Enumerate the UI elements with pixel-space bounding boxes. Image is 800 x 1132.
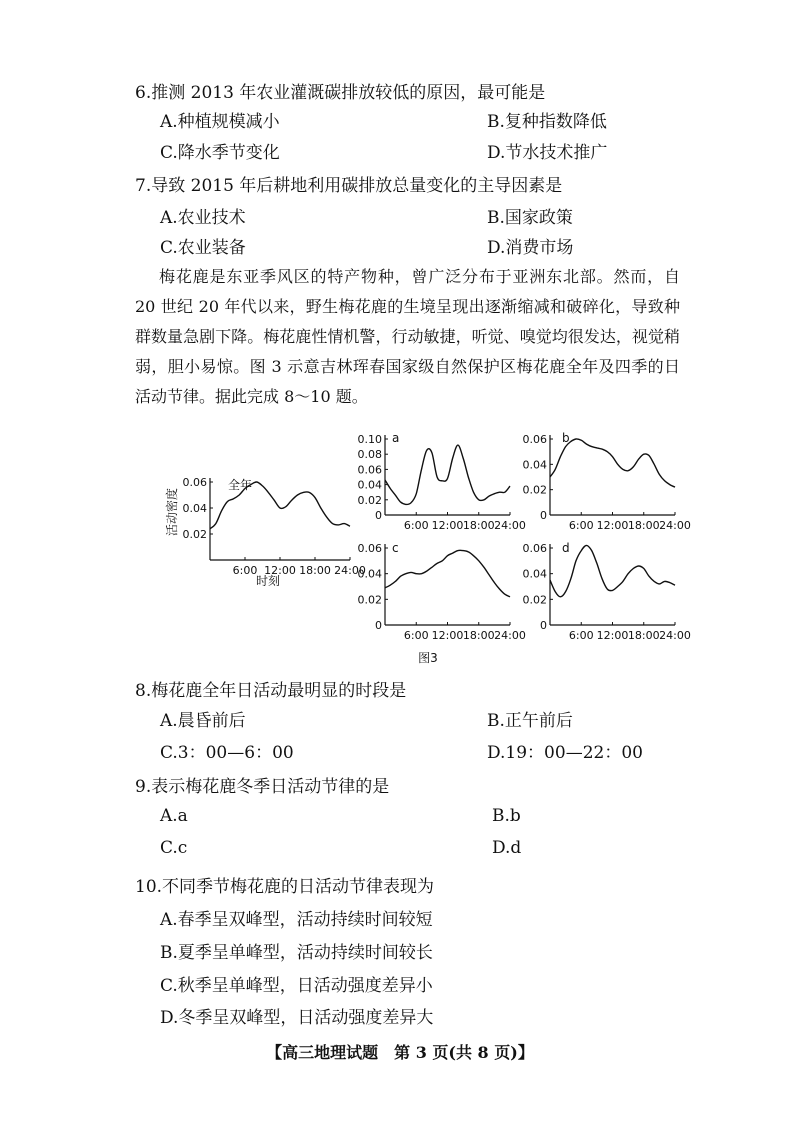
chart-2-y-tick-label: 0.06: [522, 433, 547, 446]
q7-stem: 7.导致 2015 年后耕地利用碳排放总量变化的主导因素是: [135, 176, 563, 196]
q8-stem: 8.梅花鹿全年日活动最明显的时段是: [135, 681, 407, 701]
q8-option-b: B.正午前后: [487, 711, 573, 731]
chart-1-y-tick-label: 0.04: [357, 478, 382, 492]
chart-0-x-label: 时刻: [255, 574, 281, 588]
q7-option-d: D.消费市场: [487, 238, 574, 258]
chart-4-x-tick-label: 6:00: [568, 629, 594, 642]
chart-3-x-tick-label: 12:00: [431, 629, 464, 642]
chart-4-y-tick-label: 0.02: [522, 593, 547, 607]
q9-option-b: B.b: [492, 806, 521, 826]
q6-option-d: D.节水技术推广: [487, 143, 608, 163]
page-footer: 【高三地理试题 第 3 页(共 8 页)】: [266, 1043, 534, 1062]
chart-2-x-tick-label: 6:00: [568, 519, 594, 532]
chart-1-series-line: [385, 445, 510, 504]
q8-option-d: D.19：00—22：00: [487, 743, 643, 763]
chart-1-y-tick-label: 0: [375, 509, 382, 522]
q10-option-a: A.春季呈双峰型，活动持续时间较短: [160, 910, 433, 930]
q10-option-b: B.夏季呈单峰型，活动持续时间较长: [160, 943, 433, 963]
chart-2-x-tick-label: 24:00: [659, 519, 691, 532]
chart-4-title: d: [562, 541, 570, 555]
chart-2-x-tick-label: 12:00: [596, 519, 629, 532]
chart-0-title: 全年: [228, 478, 253, 492]
chart-3-y-tick-label: 0.04: [357, 567, 382, 581]
chart-1-x-tick-label: 24:00: [494, 519, 526, 532]
chart-3-x-tick-label: 18:00: [462, 629, 495, 642]
chart-0-y-tick-label: 0.04: [182, 502, 207, 515]
chart-4-y-tick-label: 0.04: [522, 567, 547, 581]
chart-3-x-tick-label: 6:00: [403, 629, 429, 642]
chart-0-x-tick-label: 6:00: [232, 564, 258, 577]
chart-4-y-tick-label: 0: [540, 619, 547, 632]
figure-caption: 图3: [418, 651, 438, 665]
chart-3-y-tick-label: 0.02: [357, 593, 382, 607]
q7-option-b: B.国家政策: [487, 208, 573, 228]
chart-3-title: c: [392, 541, 399, 555]
q7-option-c: C.农业装备: [160, 238, 246, 258]
chart-0-y-label: 活动密度: [165, 487, 179, 537]
q6-option-b: B.复种指数降低: [487, 112, 607, 132]
q9-option-d: D.d: [492, 838, 522, 858]
q8-option-a: A.晨昏前后: [160, 711, 246, 731]
chart-0-x-tick-label: 24:00: [334, 564, 366, 577]
chart-3-series-line: [385, 550, 510, 596]
chart-1-y-tick-label: 0.08: [357, 448, 382, 462]
chart-1-y-tick-label: 0.02: [357, 493, 382, 507]
q9-stem: 9.表示梅花鹿冬季日活动节律的是: [135, 777, 390, 797]
chart-1-x-tick-label: 6:00: [403, 519, 429, 532]
chart-1-y-tick-label: 0.06: [357, 463, 382, 477]
chart-4-y-tick-label: 0.06: [522, 542, 547, 555]
chart-1-title: a: [392, 431, 400, 445]
q6-option-c: C.降水季节变化: [160, 143, 280, 163]
q6-option-a: A.种植规模减小: [160, 112, 280, 132]
q9-option-a: A.a: [160, 806, 188, 826]
chart-0-y-tick-label: 0.06: [182, 476, 207, 489]
q7-option-a: A.农业技术: [160, 208, 246, 228]
chart-1-x-tick-label: 12:00: [431, 519, 464, 532]
chart-0-x-tick-label: 18:00: [299, 564, 331, 577]
chart-2-title: b: [562, 431, 570, 445]
chart-0-y-tick-label: 0.02: [182, 528, 207, 541]
chart-2-y-tick-label: 0.02: [522, 483, 547, 497]
chart-2-y-tick-label: 0: [540, 509, 547, 522]
chart-3-y-tick-label: 0: [375, 619, 382, 632]
chart-3-y-tick-label: 0.06: [357, 542, 382, 555]
chart-2-series-line: [550, 439, 675, 487]
chart-0-x-tick-label: 12:00: [264, 564, 296, 577]
chart-2-y-tick-label: 0.04: [522, 458, 547, 472]
passage-text: 梅花鹿是东亚季风区的特产物种，曾广泛分布于亚洲东北部。然而，自 20 世纪 20 年代以来，野生梅花鹿的生境呈现出逐渐缩减和破碎化，导致种群数量急剧下降。梅花鹿性情机警，行动敏捷，听觉、嗅觉均很发达，视觉稍弱，胆小易惊。图 3 示意吉林珲春国家级自然保护区梅花鹿全年及四季的日活动节律。据此完成 8～10 题。: [135, 267, 680, 406]
q10-option-c: C.秋季呈单峰型，日活动强度差异小: [160, 976, 433, 996]
chart-3-x-tick-label: 24:00: [494, 629, 526, 642]
chart-4-x-tick-label: 24:00: [659, 629, 691, 642]
chart-4-x-tick-label: 18:00: [627, 629, 660, 642]
q10-stem: 10.不同季节梅花鹿的日活动节律表现为: [135, 877, 435, 897]
chart-1-y-tick-label: 0.10: [357, 433, 382, 446]
q9-option-c: C.c: [160, 838, 188, 858]
q10-option-d: D.冬季呈双峰型，日活动强度差异大: [160, 1008, 434, 1028]
chart-4-x-tick-label: 12:00: [596, 629, 629, 642]
chart-2-x-tick-label: 18:00: [627, 519, 660, 532]
q6-stem: 6.推测 2013 年农业灌溉碳排放较低的原因，最可能是: [135, 83, 546, 103]
chart-1-x-tick-label: 18:00: [462, 519, 495, 532]
q8-option-c: C.3：00—6：00: [160, 743, 294, 763]
